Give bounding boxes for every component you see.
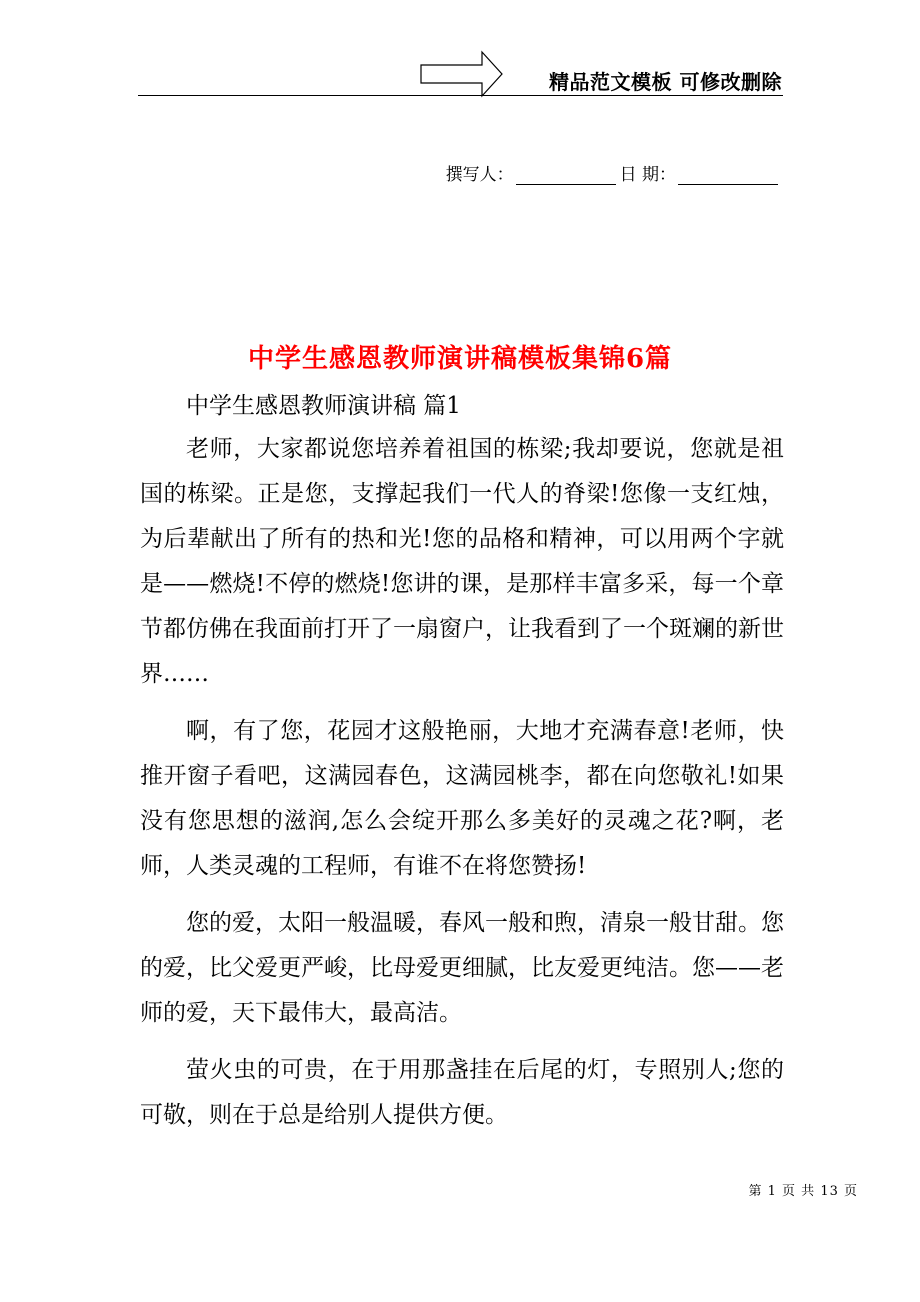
paragraph: 老师，大家都说您培养着祖国的栋梁;我却要说，您就是祖国的栋梁。正是您，支撑起我们一代人的脊梁!您像一支红烛，为后辈献出了所有的热和光!您的品格和精神，可以用两个字就是——燃烧!不停的燃烧!您讲的课，是那样丰富多采，每一个章节都仿佛在我面前打开了一扇窗户，让我看到了一个斑斓的新世界…… bbox=[140, 436, 784, 687]
header-divider bbox=[138, 95, 783, 96]
date-blank bbox=[678, 164, 778, 185]
paragraph: 萤火虫的可贵，在于用那盏挂在后尾的灯，专照别人;您的可敬，则在于总是给别人提供方便。 bbox=[140, 1057, 784, 1128]
header-tag: 精品范文模板 可修改删除 bbox=[549, 70, 782, 94]
arrow-icon bbox=[420, 50, 504, 98]
author-label: 撰写人： bbox=[445, 165, 514, 185]
author-blank bbox=[516, 164, 616, 185]
date-label: 日 期： bbox=[619, 165, 676, 185]
document-body bbox=[140, 384, 784, 1150]
page-number: 第 1 页 共 13 页 bbox=[748, 1184, 858, 1199]
author-date-row bbox=[446, 160, 782, 185]
paragraph: 您的爱，太阳一般温暖，春风一般和煦，清泉一般甘甜。您的爱，比父爱更严峻，比母爱更细腻，比友爱更纯洁。您——老师的爱，天下最伟大，最高洁。 bbox=[140, 910, 784, 1026]
paragraph: 啊，有了您，花园才这般艳丽，大地才充满春意!老师，快推开窗子看吧，这满园春色，这满园桃李，都在向您敬礼!如果没有您思想的滋润,怎么会绽开那么多美好的灵魂之花?啊，老师，人类灵魂的工程师，有谁不在将您赞扬! bbox=[140, 718, 784, 879]
section-subtitle: 中学生感恩教师演讲稿 篇1 bbox=[186, 393, 461, 419]
document-title: 中学生感恩教师演讲稿模板集锦6篇 bbox=[247, 344, 673, 374]
